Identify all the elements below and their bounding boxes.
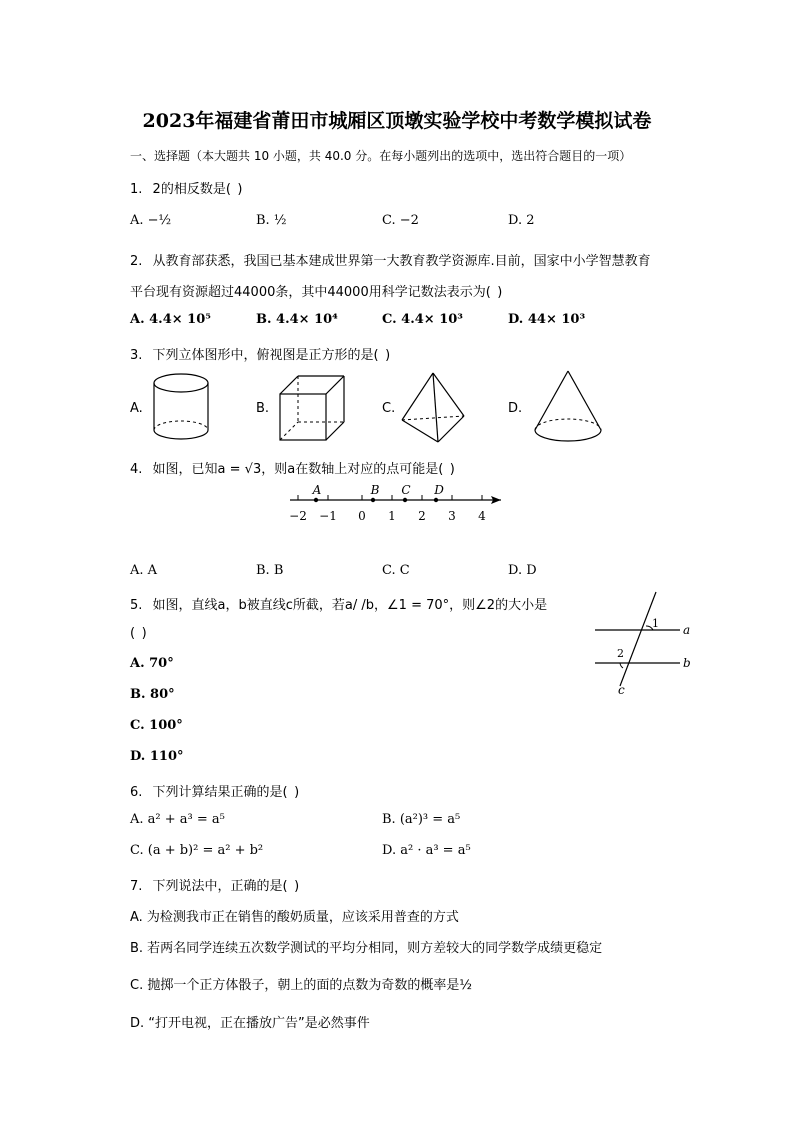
point-label-d: D <box>434 483 444 497</box>
question-text: 下列说法中，正确的是( ) <box>152 879 300 894</box>
option-d: D. 110° <box>130 749 184 764</box>
angle-2-arc <box>620 663 623 668</box>
option-c: C. 100° <box>130 718 183 733</box>
option-a: A. 70° <box>130 656 174 671</box>
tick-label: 2 <box>418 509 426 523</box>
line-label-c: c <box>618 683 625 697</box>
question-number: 2. <box>130 254 143 269</box>
cube-figure <box>276 372 348 444</box>
pyramid-figure <box>398 370 468 446</box>
question-number: 4. <box>130 462 143 477</box>
point-label-c: C <box>401 483 411 497</box>
line-c <box>620 592 656 686</box>
question-5 <box>130 594 547 613</box>
option-d: D. 2 <box>508 213 535 228</box>
question-text: 2的相反数是( ) <box>152 182 243 197</box>
option-d: D. 44× 10³ <box>508 312 586 327</box>
question-7 <box>130 875 299 894</box>
question-text: 下列计算结果正确的是( ) <box>152 785 300 800</box>
option-a: A. −½ <box>130 213 172 228</box>
question-1 <box>130 178 242 197</box>
option-c: C. −2 <box>382 213 419 228</box>
question-number: 3. <box>130 348 143 363</box>
tick-label: −1 <box>319 509 337 523</box>
option-a: A. <box>130 401 143 416</box>
question-number: 5. <box>130 598 143 613</box>
option-a: A. 为检测我市正在销售的酸奶质量，应该采用普查的方式 <box>130 910 459 925</box>
angle-label-2: 2 <box>617 647 624 660</box>
option-c: C. 抛掷一个正方体骰子，朝上的面的点数为奇数的概率是½ <box>130 978 472 993</box>
question-text-line-2: 平台现有资源超过44000条，其中44000用科学记数法表示为( ) <box>130 285 503 300</box>
point-label-b: B <box>370 483 380 497</box>
question-6 <box>130 781 299 800</box>
option-a: A. A <box>130 563 158 578</box>
question-text: 下列立体图形中，俯视图是正方形的是( ) <box>152 348 391 363</box>
question-text: 如图，已知a = √3，则a在数轴上对应的点可能是( ) <box>152 462 455 477</box>
option-d: D. a² · a³ = a⁵ <box>382 843 471 858</box>
option-b: B. 若两名同学连续五次数学测试的平均分相同，则方差较大的同学数学成绩更稳定 <box>130 941 603 956</box>
tick-label: 0 <box>358 509 366 523</box>
cylinder-figure <box>150 372 214 444</box>
parallel-lines-figure <box>590 588 702 698</box>
question-4 <box>130 458 455 477</box>
point-b <box>371 498 375 502</box>
tick-label: 3 <box>448 509 456 523</box>
option-b: B. ½ <box>256 213 287 228</box>
question-2 <box>130 250 651 269</box>
tick-label: 1 <box>388 509 396 523</box>
question-number: 7. <box>130 879 143 894</box>
line-label-a: a <box>683 623 691 637</box>
point-a <box>314 498 318 502</box>
option-d: D. D <box>508 563 537 578</box>
option-d: D. <box>508 401 523 416</box>
page-title: 2023年福建省莆田市城厢区顶墩实验学校中考数学模拟试卷 <box>142 110 652 132</box>
number-line-ticks <box>298 495 482 500</box>
question-text-line-2: ( ) <box>130 626 147 641</box>
option-b: B. (a²)³ = a⁵ <box>382 812 461 827</box>
option-b: B. 80° <box>130 687 175 702</box>
point-label-a: A <box>312 483 322 497</box>
tick-label: −2 <box>289 509 307 523</box>
point-d <box>434 498 438 502</box>
option-b: B. 4.4× 10⁴ <box>256 312 338 327</box>
option-c: C. 4.4× 10³ <box>382 312 463 327</box>
option-a: A. 4.4× 10⁵ <box>130 312 211 327</box>
section-heading: 一、选择题（本大题共 10 小题，共 40.0 分。在每小题列出的选项中，选出符合题目的一项） <box>130 149 632 163</box>
question-text: 从教育部获悉，我国已基本建成世界第一大教育教学资源库.目前，国家中小学智慧教育 <box>152 254 651 269</box>
option-c: C. C <box>382 563 410 578</box>
option-c: C. (a + b)² = a² + b² <box>130 843 264 858</box>
tick-label: 4 <box>478 509 486 523</box>
option-c: C. <box>382 401 396 416</box>
number-line-figure <box>285 478 510 526</box>
option-b: B. B <box>256 563 284 578</box>
point-c <box>403 498 407 502</box>
option-a: A. a² + a³ = a⁵ <box>130 812 225 827</box>
angle-label-1: 1 <box>652 617 659 630</box>
question-number: 6. <box>130 785 143 800</box>
question-3 <box>130 344 390 363</box>
question-number: 1. <box>130 182 143 197</box>
option-b: B. <box>256 401 270 416</box>
question-text: 如图，直线a，b被直线c所截，若a/ /b，∠1 = 70°，则∠2的大小是 <box>152 598 548 613</box>
line-label-b: b <box>683 656 691 670</box>
cone-figure <box>530 368 606 448</box>
option-d: D. “打开电视，正在播放广告”是必然事件 <box>130 1016 370 1031</box>
